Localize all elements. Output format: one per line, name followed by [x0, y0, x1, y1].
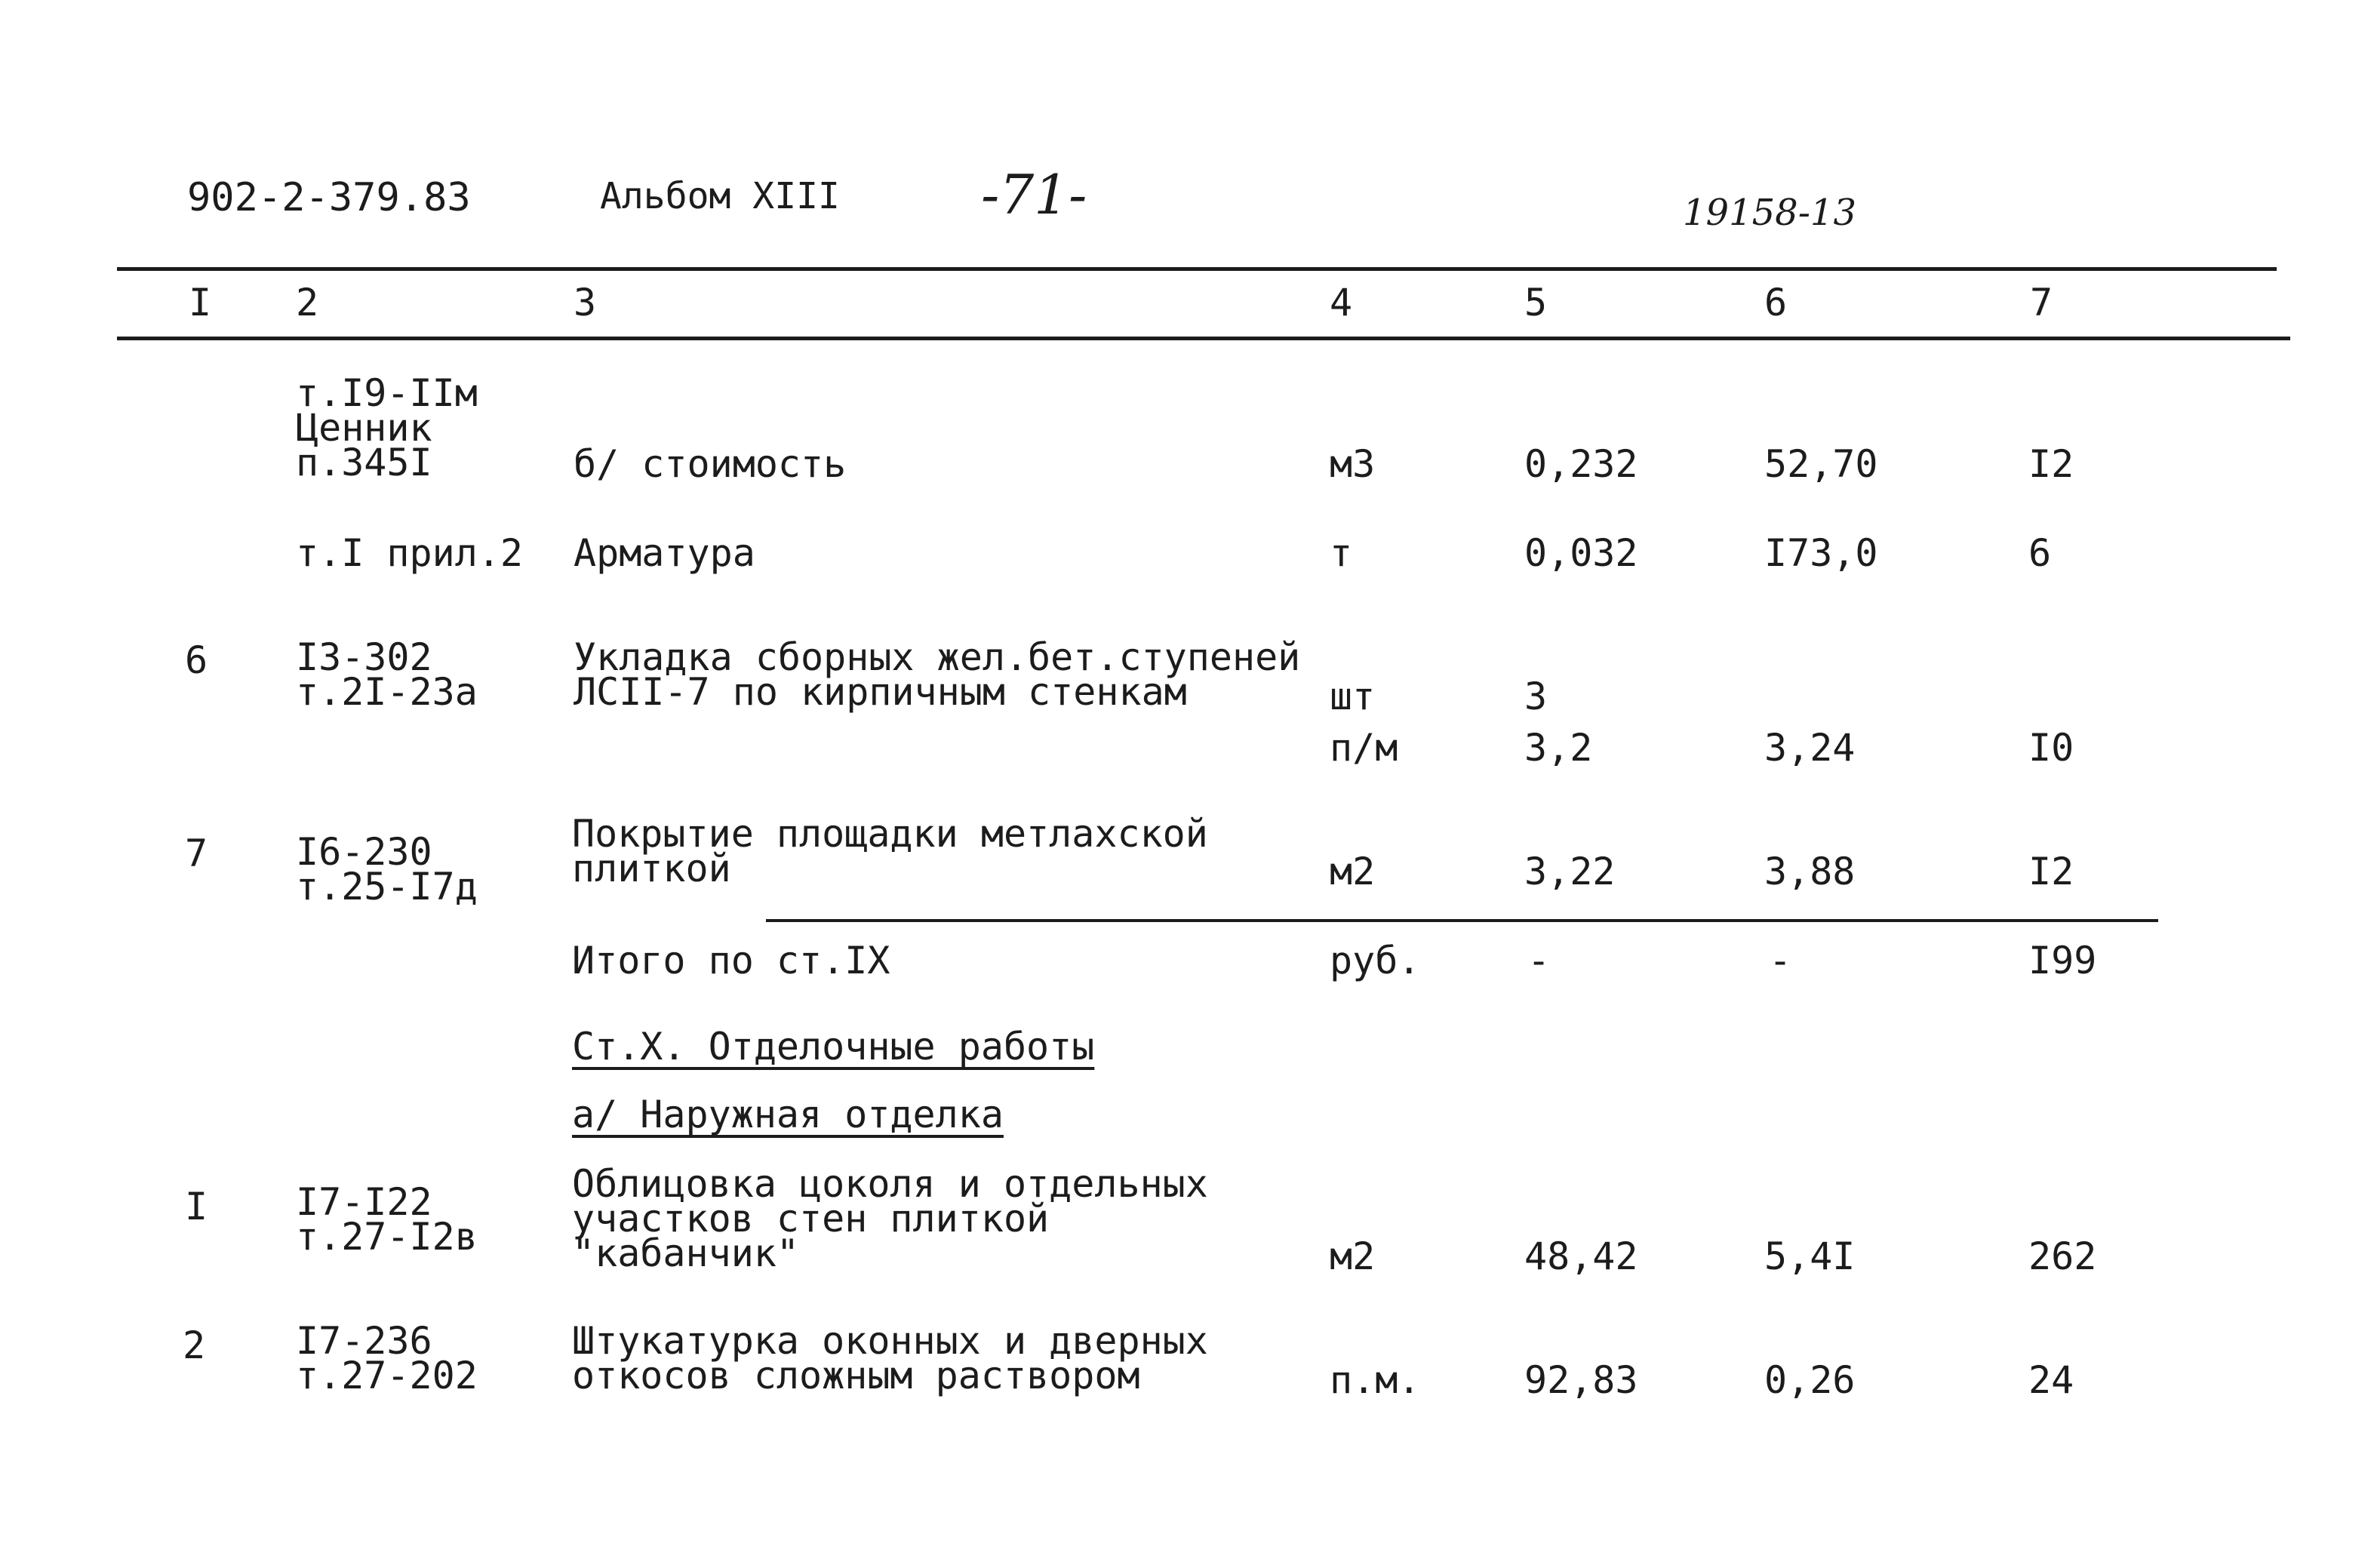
column-header-7: 7 — [2030, 281, 2053, 324]
row-unit: м2 — [1330, 850, 1376, 893]
header-bottom-rule — [117, 337, 2290, 340]
row-name: Облицовка цоколя и отдельных участков стен плиткой "кабанчик" — [572, 1162, 1208, 1275]
subtotal-total: I99 — [2028, 939, 2097, 982]
row-unit: п/м — [1330, 726, 1398, 770]
row-number: 6 — [185, 638, 208, 682]
inventory-number: 19158-13 — [1683, 192, 1856, 234]
row-price: 3,24 — [1764, 726, 1856, 770]
row-name: Укладка сборных жел.бет.ступеней ЛСII-7 по кирпичным стенкам — [574, 635, 1301, 714]
row-quantity: 48,42 — [1524, 1234, 1638, 1278]
subtotal-price: - — [1769, 939, 1792, 982]
column-header-5: 5 — [1524, 281, 1548, 324]
row-total: 24 — [2028, 1358, 2074, 1402]
row-name: Покрытие площадки метлахской плиткой — [572, 812, 1208, 890]
document-code: 902-2-379.83 — [187, 175, 471, 220]
row-quantity: 0,032 — [1524, 531, 1638, 575]
row-unit: т — [1330, 531, 1353, 575]
column-header-2: 2 — [296, 281, 319, 324]
row-price: 3,88 — [1764, 850, 1856, 893]
row-reference: I6-230 т.25-I7д — [296, 830, 478, 909]
column-header-1: I — [189, 281, 212, 324]
header-top-rule — [117, 267, 2277, 271]
column-header-3: 3 — [574, 281, 597, 324]
section-title: Ст.Х. Отделочные работы — [572, 1025, 1095, 1068]
row-reference: I7-I22 т.27-I2в — [296, 1180, 478, 1259]
row-total: 262 — [2028, 1234, 2097, 1278]
row-name: Штукатурка оконных и дверных откосов сложным раствором — [572, 1319, 1208, 1397]
subtotal-rule — [766, 919, 2158, 922]
row-name: Арматура — [574, 531, 755, 575]
row-quantity: 92,83 — [1524, 1358, 1638, 1402]
row-price: 52,70 — [1764, 442, 1878, 486]
row-reference: т.I прил.2 — [296, 531, 524, 575]
row-number: 2 — [183, 1324, 206, 1367]
row-quantity: 3 — [1524, 675, 1548, 718]
row-price: 5,4I — [1764, 1234, 1856, 1278]
subsection-title: а/ Наружная отделка — [572, 1093, 1004, 1136]
row-unit: п.м. — [1330, 1358, 1421, 1402]
subtotal-unit: руб. — [1330, 939, 1421, 982]
row-reference: I3-302 т.2I-23а — [296, 635, 478, 714]
row-number: 7 — [185, 832, 208, 875]
row-total: 6 — [2028, 531, 2052, 575]
row-total: I2 — [2028, 850, 2074, 893]
row-unit: м3 — [1330, 442, 1376, 486]
row-unit: шт — [1330, 675, 1376, 718]
album-title: Альбом XIII — [600, 175, 840, 217]
row-reference: I7-236 т.27-202 — [296, 1319, 478, 1397]
row-quantity: 0,232 — [1524, 442, 1638, 486]
row-total: I2 — [2028, 442, 2074, 486]
subtotal-label: Итого по ст.IX — [572, 939, 890, 982]
page-number: -71- — [981, 163, 1087, 226]
row-unit: м2 — [1330, 1234, 1376, 1278]
row-name: б/ стоимость — [574, 442, 847, 486]
row-total: I0 — [2028, 726, 2074, 770]
row-price: 0,26 — [1764, 1358, 1856, 1402]
row-reference: т.I9-IIм Ценник п.345I — [296, 371, 478, 484]
row-quantity: 3,2 — [1524, 726, 1593, 770]
column-header-4: 4 — [1330, 281, 1353, 324]
subtotal-quantity: - — [1527, 939, 1551, 982]
row-quantity: 3,22 — [1524, 850, 1616, 893]
column-header-6: 6 — [1764, 281, 1788, 324]
row-price: I73,0 — [1764, 531, 1878, 575]
row-number: I — [185, 1185, 208, 1228]
